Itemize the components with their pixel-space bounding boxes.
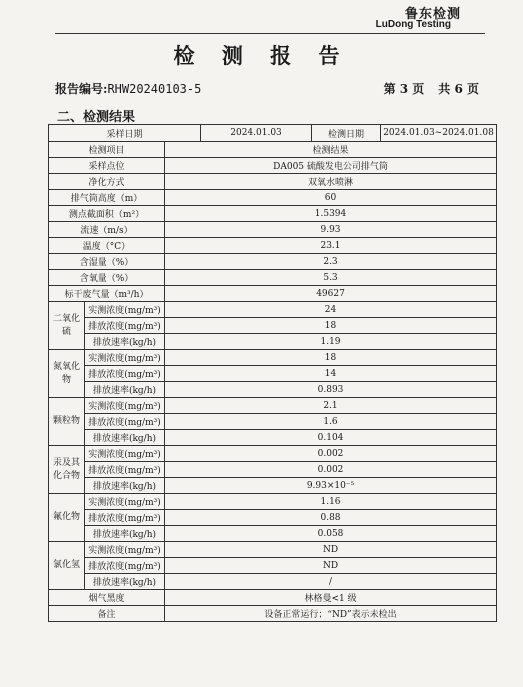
measure-label: 排放浓度(mg/m³) — [85, 318, 165, 334]
info-value: 2.3 — [165, 254, 497, 270]
info-row — [49, 238, 497, 254]
measure-label: 排放速率(kg/h) — [85, 430, 165, 446]
pollutant-row — [49, 446, 497, 462]
pollutant-name: 氮氧化物 — [49, 350, 85, 398]
info-label: 检测项目 — [49, 142, 165, 158]
info-label: 标干废气量（m³/h） — [49, 286, 165, 302]
measure-value: 1.6 — [165, 414, 497, 430]
info-label: 净化方式 — [49, 174, 165, 190]
info-value: 检测结果 — [165, 142, 497, 158]
results-table — [48, 124, 497, 622]
measure-value: 18 — [165, 318, 497, 334]
pollutant-row — [49, 318, 497, 334]
pollutant-row — [49, 462, 497, 478]
footer-value: 设备正常运行；“ND”表示未检出 — [165, 606, 497, 622]
measure-label: 排放速率(kg/h) — [85, 334, 165, 350]
info-value: 9.93 — [165, 222, 497, 238]
info-label: 温度（°C） — [49, 238, 165, 254]
footer-value: 林格曼<1 级 — [165, 590, 497, 606]
pollutant-row — [49, 366, 497, 382]
measure-value: 24 — [165, 302, 497, 318]
measure-value: / — [165, 574, 497, 590]
measure-value: 0.88 — [165, 510, 497, 526]
measure-label: 排放浓度(mg/m³) — [85, 558, 165, 574]
measure-label: 实测浓度(mg/m³) — [85, 350, 165, 366]
company-name-en: LuDong Testing — [375, 19, 451, 30]
info-value: 1.5394 — [165, 206, 497, 222]
footer-row — [49, 606, 497, 622]
section-title: 二、检测结果 — [57, 110, 136, 125]
measure-label: 实测浓度(mg/m³) — [85, 446, 165, 462]
info-label: 采样点位 — [49, 158, 165, 174]
info-label: 含氧量（%） — [49, 270, 165, 286]
pollutant-row — [49, 414, 497, 430]
measure-label: 排放浓度(mg/m³) — [85, 462, 165, 478]
info-label: 排气筒高度（m） — [49, 190, 165, 206]
measure-label: 实测浓度(mg/m³) — [85, 542, 165, 558]
info-row — [49, 254, 497, 270]
pollutant-row — [49, 334, 497, 350]
pollutant-row — [49, 478, 497, 494]
info-row — [49, 270, 497, 286]
info-value: 23.1 — [165, 238, 497, 254]
sampling-date-label: 采样日期 — [49, 125, 201, 142]
info-row — [49, 222, 497, 238]
measure-value: 0.002 — [165, 446, 497, 462]
info-row — [49, 158, 497, 174]
info-value: 49627 — [165, 286, 497, 302]
info-value: 5.3 — [165, 270, 497, 286]
sampling-date-value: 2024.01.03 — [201, 125, 312, 142]
pollutant-row — [49, 382, 497, 398]
measure-value: 1.19 — [165, 334, 497, 350]
measure-value: 9.93×10⁻⁵ — [165, 478, 497, 494]
pollutant-row — [49, 430, 497, 446]
pollutant-row — [49, 398, 497, 414]
pollutant-row — [49, 526, 497, 542]
pollutant-row — [49, 350, 497, 366]
sampling-date-row — [49, 125, 497, 142]
measure-value: 2.1 — [165, 398, 497, 414]
pollutant-name: 氯化氢 — [49, 542, 85, 590]
report-number-value: RHW20240103-5 — [107, 82, 202, 96]
pollutant-row — [49, 558, 497, 574]
measure-label: 排放速率(kg/h) — [85, 478, 165, 494]
measure-value: ND — [165, 542, 497, 558]
pollutant-row — [49, 542, 497, 558]
pollutant-name: 汞及其化合物 — [49, 446, 85, 494]
measure-value: 0.893 — [165, 382, 497, 398]
measure-label: 实测浓度(mg/m³) — [85, 302, 165, 318]
measure-value: 0.058 — [165, 526, 497, 542]
info-label: 流速（m/s） — [49, 222, 165, 238]
footer-label: 备注 — [49, 606, 165, 622]
measure-value: 18 — [165, 350, 497, 366]
info-label: 测点截面积（m²） — [49, 206, 165, 222]
footer-row — [49, 590, 497, 606]
measure-value: 0.002 — [165, 462, 497, 478]
test-date-label: 检测日期 — [312, 125, 381, 142]
pollutant-row — [49, 494, 497, 510]
measure-label: 排放速率(kg/h) — [85, 526, 165, 542]
footer-label: 烟气黑度 — [49, 590, 165, 606]
measure-label: 排放浓度(mg/m³) — [85, 510, 165, 526]
report-title: 检 测 报 告 — [173, 43, 350, 68]
info-value: 60 — [165, 190, 497, 206]
info-label: 含湿量（%） — [49, 254, 165, 270]
measure-label: 排放速率(kg/h) — [85, 382, 165, 398]
measure-label: 实测浓度(mg/m³) — [85, 494, 165, 510]
pollutant-name: 氟化物 — [49, 494, 85, 542]
pollutant-row — [49, 574, 497, 590]
measure-value: 1.16 — [165, 494, 497, 510]
info-row — [49, 206, 497, 222]
measure-value: 14 — [165, 366, 497, 382]
measure-value: ND — [165, 558, 497, 574]
measure-label: 排放浓度(mg/m³) — [85, 366, 165, 382]
report-number-label: 报告编号: — [55, 82, 108, 96]
info-row — [49, 142, 497, 158]
measure-label: 实测浓度(mg/m³) — [85, 398, 165, 414]
pollutant-row — [49, 510, 497, 526]
info-value: 双氧水喷淋 — [165, 174, 497, 190]
test-date-value: 2024.01.03~2024.01.08 — [381, 125, 497, 142]
measure-value: 0.104 — [165, 430, 497, 446]
report-number — [55, 80, 201, 97]
pollutant-name: 二氧化硫 — [49, 302, 85, 350]
page-info — [370, 80, 479, 97]
page-number: 第 3 页 — [383, 82, 425, 96]
header-divider — [55, 33, 485, 34]
info-row — [49, 190, 497, 206]
pollutant-name: 颗粒物 — [49, 398, 85, 446]
measure-label: 排放速率(kg/h) — [85, 574, 165, 590]
info-value: DA005 硫酸发电公司排气筒 — [165, 158, 497, 174]
pollutant-row — [49, 302, 497, 318]
page-total: 共 6 页 — [438, 82, 479, 96]
info-row — [49, 286, 497, 302]
company-name-cn: 鲁东检测 — [404, 7, 461, 22]
measure-label: 排放浓度(mg/m³) — [85, 414, 165, 430]
info-row — [49, 174, 497, 190]
